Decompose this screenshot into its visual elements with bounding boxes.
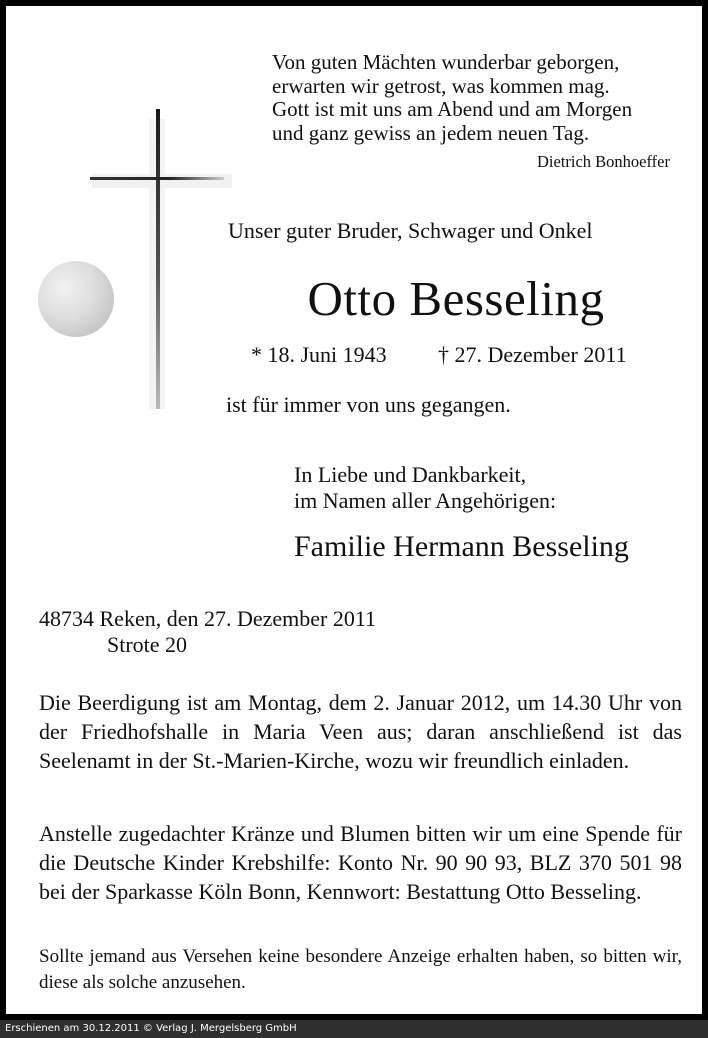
- bonhoeffer-verse: [272, 51, 632, 145]
- funeral-paragraph: Die Beerdigung ist am Montag, dem 2. Januar 2012, um 14.30 Uhr von der Friedhofshalle in Maria Veen aus; daran anschließend ist das Seelenamt in der St.-Marien-Kirche, wozu wir freundlich einladen.: [39, 690, 682, 773]
- verse-line: und ganz gewiss an jedem neuen Tag.: [272, 120, 590, 145]
- gratitude-line: im Namen aller Angehörigen:: [294, 488, 557, 513]
- verse-line: Gott ist mit uns am Abend und am Morgen: [272, 97, 633, 121]
- gratitude-line: In Liebe und Dankbarkeit,: [294, 462, 527, 487]
- verse-line: erwarten wir getrost, was kommen mag.: [272, 73, 610, 98]
- verse-line: Von guten Mächten wunderbar geborgen,: [272, 50, 620, 74]
- passed-away-text: ist für immer von uns gegangen.: [226, 392, 511, 417]
- cross-icon: [34, 104, 234, 414]
- street-address: Strote 20: [107, 632, 188, 657]
- deceased-name: Otto Besseling: [307, 271, 605, 326]
- moon-icon: [38, 261, 114, 337]
- publication-footer: Erschienen am 30.12.2011 © Verlag J. Mergelsberg GmbH: [0, 1020, 708, 1038]
- verse-author: Dietrich Bonhoeffer: [536, 152, 670, 171]
- death-date: † 27. Dezember 2011: [438, 342, 627, 367]
- birth-date: * 18. Juni 1943: [251, 342, 387, 367]
- family-signature: Familie Hermann Besseling: [294, 530, 629, 563]
- relation-intro: Unser guter Bruder, Schwager und Onkel: [228, 218, 593, 243]
- gratitude-text: [294, 462, 556, 514]
- notice-paragraph: Sollte jemand aus Versehen keine besondere Anzeige erhalten haben, so bitten wir, diese als solche anzusehen.: [39, 946, 682, 993]
- donation-paragraph: Anstelle zugedachter Kränze und Blumen bitten wir um eine Spende für die Deutsche Kinder Krebshilfe: Konto Nr. 90 90 93, BLZ 370 501 98 bei der Sparkasse Köln Bonn, Kennwort: Bestattung Otto Besseling.: [39, 821, 682, 904]
- place-date: 48734 Reken, den 27. Dezember 2011: [39, 606, 377, 631]
